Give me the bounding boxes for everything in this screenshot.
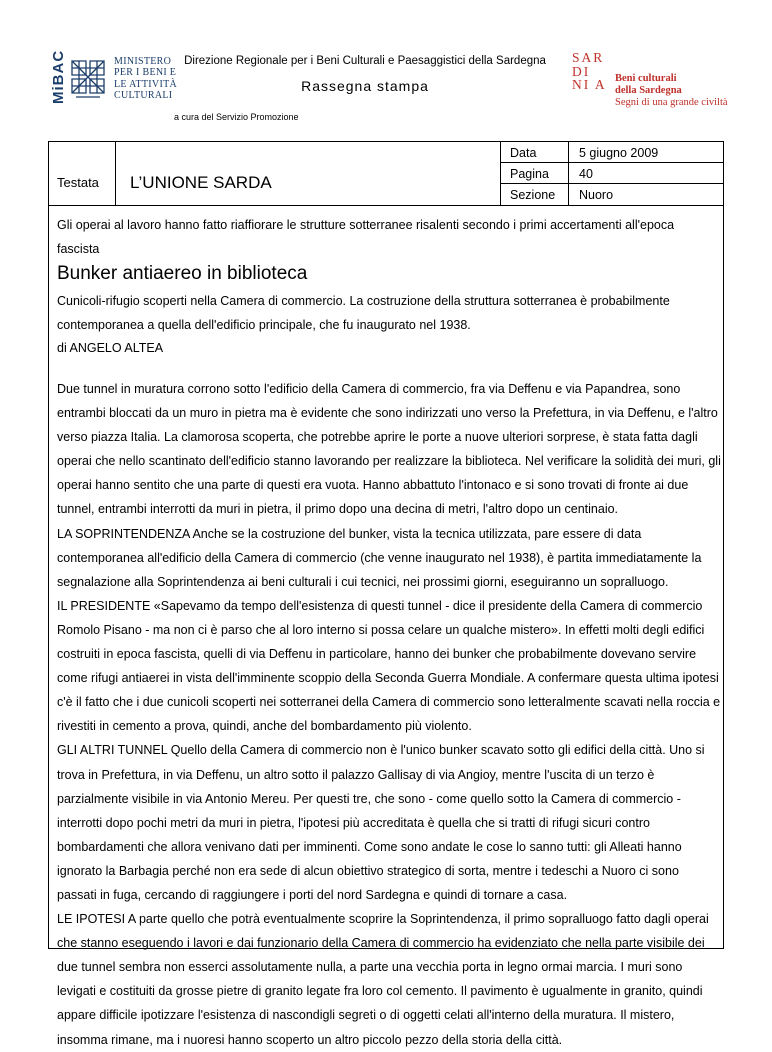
publication-title: Rassegna stampa (301, 78, 429, 94)
sardegna-text: Beni culturali della Sardegna Segni di una grande civiltà (615, 73, 728, 108)
pagina-label: Pagina (501, 163, 569, 184)
sezione-value: Nuoro (579, 188, 614, 202)
testata-label: Testata (49, 142, 116, 205)
metadata-table (48, 141, 724, 206)
paragraph: GLI ALTRI TUNNEL Quello della Camera di commercio non è l'unico bunker scavato sotto gli edifici della città. Uno si trova in Prefettura, in via Deffenu, un altro sotto il palazzo Gallisay di via Angioy, mentre l'uscita di un terzo è parzialmente visibile in via Antonio Mereu. Per questi tre, che sono - come quello sotto la Camera di commercio - interrotti dopo pochi metri da muri in pietra, l'ipotesi più accreditata è quella che si tratti di rifugi sicuri contro bombardamenti che allora venivano dati per imminenti. Come sono andate le cose lo sanno tutti: gli Alleati hanno ignorato la Barbagia perché non era sede di alcun obiettivo strategico di sorta, mentre i tedeschi a Nuoro ci sono passati in fuga, cercando di raggiungere i porti del nord Sardegna e quindi di tornare a casa. (57, 743, 705, 902)
paragraph: LE IPOTESI A parte quello che potrà eventualmente scoprire la Soprintendenza, il primo sopralluogo fatto dagli operai che stanno eseguendo i lavori e dai funzionario della Camera di commercio ha evidenziato che nella parte visibile dei due tunnel sembra non esserci assolutamente nulla, a parte una vecchia porta in legno ormai marcia. I muri sono levigati e costituiti da grosse pietre di granito legate fra loro col cemento. Il pavimento è ugualmente in granito, quindi appare difficile ipotizzare l'esistenza di nascondigli segreti o di oggetti celati all'interno della muratura. Il mistero, insomma rimane, ma i nuoresi hanno scoperto un altro piccolo pezzo della storia della città. (57, 912, 709, 1047)
article-body (57, 377, 721, 1052)
article (48, 205, 724, 1047)
data-value: 5 giugno 2009 (569, 142, 724, 163)
paragraph: IL PRESIDENTE «Sapevamo da tempo dell'esistenza di questi tunnel - dice il presidente della Camera di commercio Romolo Pisano - ma non ci è parso che al loro interno si possa celare un qualche mistero». In effetti molti degli edifici costruiti in epoca fascista, quelli di via Deffenu in particolare, hanno dei bunker che probabilmente dovevano servire come rifugi antiaerei in vista dell'imminente scoppio della Seconda Guerra Mondiale. A confermare questa ultima ipotesi c'è il fatto che i due cunicoli scoperti nei sotterranei della Camera di commercio sono letteralmente scavati nella roccia e rivestiti in cemento a prova, quindi, anche del bombardamento più violento. (57, 598, 721, 734)
article-headline: Bunker antiaereo in biblioteca (57, 263, 308, 284)
sardegna-logo (572, 51, 772, 106)
paragraph: LA SOPRINTENDENZA Anche se la costruzione del bunker, vista la tecnica utilizzata, pare essere di data contemporanea all'edificio della Camera di commercio (che venne inaugurato nel 1938), è partita immediatamente la segnalazione alla Soprintendenza ai beni culturali i cui tecnici, nei prossimi giorni, eseguiranno un sopralluogo. (57, 526, 702, 589)
paragraph: Due tunnel in muratura corrono sotto l'edificio della Camera di commercio, fra via Deffenu e via Papandrea, sono entrambi bloccati da un muro in pietra ma è evidente che sono indirizzati uno verso la Prefettura, in via Deffenu, e l'altro verso piazza Italia. La clamorosa scoperta, che potrebbe aprire le porte a nuove ulteriori sorprese, è stata fatta dagli operai che nello scantinato dell'edificio stanno lavorando per realizzare la biblioteca. Nel verificare la solidità dei muri, gli operai hanno sentito che una parte di questi era vuota. Hanno abbattuto l'intonaco e si sono trovati di fronte ai due tunnel, entrambi interrotti da muri in pietra, il primo dopo una decina di metri, l'altro dopo un centinaio. (57, 382, 721, 517)
article-summary: Cunicoli-rifugio scoperti nella Camera di commercio. La costruzione della struttura sotterranea è probabilmente contemporanea a quella dell'edificio principale, che fu inaugurato nel 1938. (57, 294, 670, 332)
header-center (174, 55, 556, 94)
organization-name: Direzione Regionale per i Beni Culturali e Paesaggistici della Sardegna (184, 55, 546, 67)
mibac-name: MINISTERO PER I BENI E LE ATTIVITÀ CULTURALI (114, 56, 178, 102)
sezione-label: Sezione (501, 184, 569, 205)
page-header (0, 0, 768, 140)
pagina-value: 40 (569, 163, 724, 184)
mibac-emblem-icon (68, 55, 108, 103)
curated-by: a cura del Servizio Promozione (174, 112, 299, 122)
mibac-vertical-text: MiBAC (50, 49, 67, 104)
data-label: Data (501, 142, 569, 163)
article-subtitle: Gli operai al lavoro hanno fatto riaffiorare le strutture sotterranee risalenti secondo i primi accertamenti all'epoca fascista (57, 218, 675, 256)
sardegna-letters: SAR DI NI A (572, 50, 607, 92)
mibac-logo (50, 49, 178, 107)
article-author: di ANGELO ALTEA (57, 341, 164, 355)
newspaper-name: L’UNIONE SARDA (116, 142, 501, 205)
